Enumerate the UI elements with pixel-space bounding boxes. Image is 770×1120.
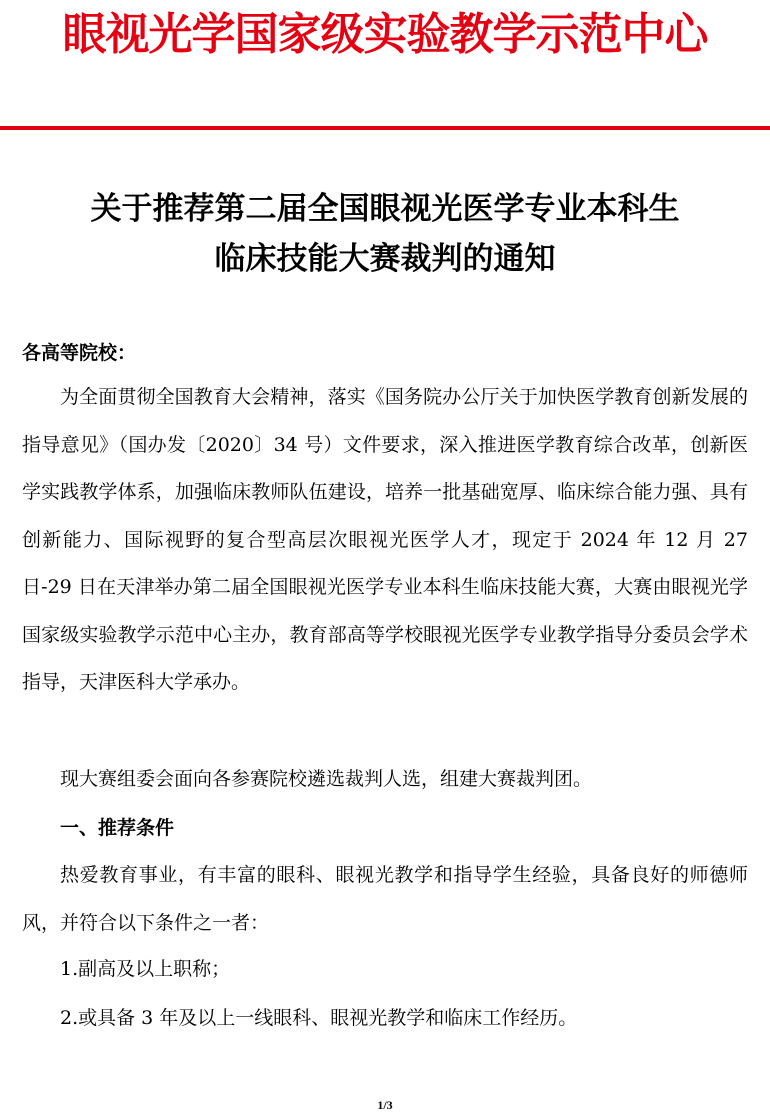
body-paragraph-3: 热爱教育事业，有丰富的眼科、眼视光教学和指导学生经验，具备良好的师德师风，并符合以下条件之一者： (22, 864, 748, 934)
body-paragraph-1: 为全面贯彻全国教育大会精神，落实《国务院办公厅关于加快医学教育创新发展的指导意见》（国办发〔2020〕34 号）文件要求，深入推进医学教育综合改革，创新医学实践教学体系，加强临床教师队伍建设，培养一批基础宽厚、临床综合能力强、具有创新能力、国际视野的复合型高层次眼视光医学人才，现定于 2024 年 12 月 27 日-29 日在天津举办第二届全国眼视光医学专业本科生临床技能大赛，大赛由眼视光学国家级实验教学示范中心主办，教育部高等学校眼视光医学专业教学指导分委员会学术指导，天津医科大学承办。 (22, 386, 748, 693)
letterhead-title: 眼视光学国家级实验教学示范中心 (62, 9, 708, 60)
body-paragraph-2: 现大赛组委会面向各参赛院校遴选裁判人选，组建大赛裁判团。 (60, 768, 593, 790)
letterhead-rule (0, 126, 770, 130)
list-item-2: 2.或具备 3 年及以上一线眼科、眼视光教学和临床工作经历。 (60, 1007, 578, 1029)
list-item-1: 1.副高及以上职称； (60, 958, 231, 980)
salutation: 各高等院校： (22, 342, 137, 364)
title-line-2: 临床技能大赛裁判的通知 (214, 241, 556, 277)
section-heading-1: 一、推荐条件 (60, 817, 175, 839)
title-line-1: 关于推荐第二届全国眼视光医学专业本科生 (90, 191, 680, 227)
page-number: 1/3 (377, 1098, 393, 1112)
document-title (0, 184, 770, 284)
